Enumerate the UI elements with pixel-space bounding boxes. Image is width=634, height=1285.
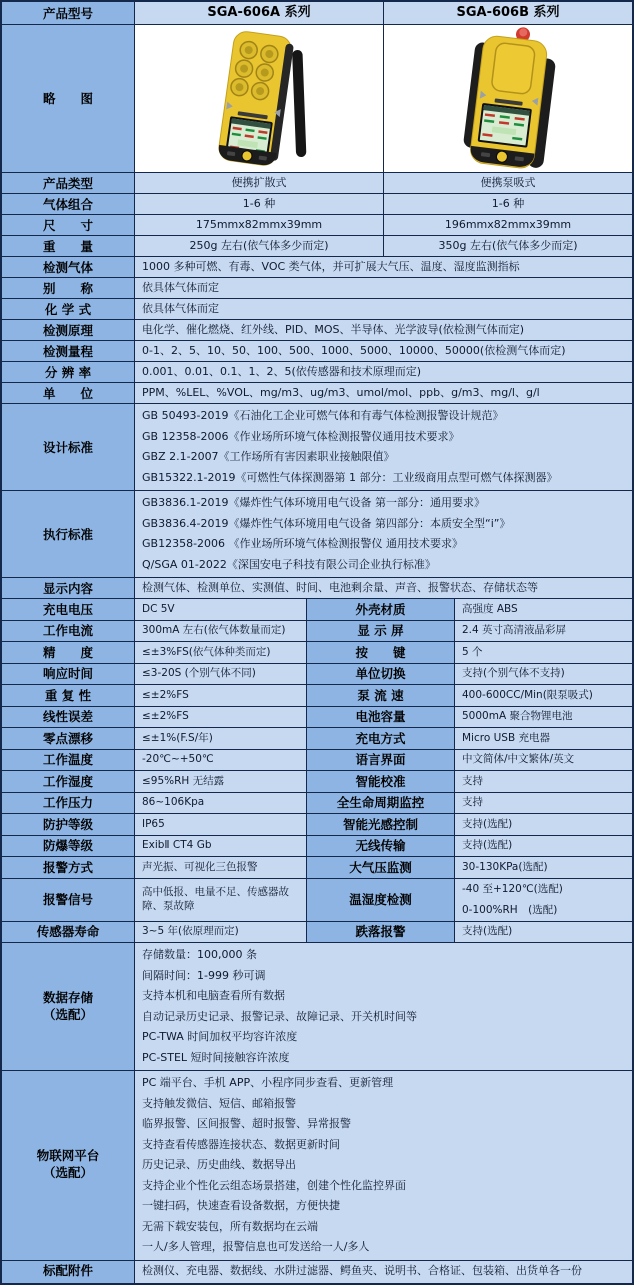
- dual-spec-row: [2, 685, 632, 707]
- spec-value-right: 30-130KPa(选配): [455, 857, 632, 878]
- row-label: 检测气体: [2, 257, 135, 277]
- spec-row: [2, 278, 632, 299]
- dual-spec-row: [2, 621, 632, 643]
- dual-spec-row: [2, 771, 632, 793]
- row-label-right: 全生命周期监控: [307, 793, 455, 814]
- dual-spec-row: [2, 857, 632, 879]
- spec-value-line: 支持触发微信、短信、邮箱报警: [142, 1096, 296, 1110]
- spec-value-left: DC 5V: [135, 599, 307, 620]
- spec-value-right: 5 个: [455, 642, 632, 663]
- row-label-line: 物联网平台: [36, 1148, 100, 1164]
- row-label-line: （选配）: [42, 1165, 93, 1181]
- dual-spec-row: [2, 664, 632, 686]
- row-label-left: 工作温度: [2, 750, 135, 771]
- spec-value-left: -20℃~+50℃: [135, 750, 307, 771]
- spec-value-line: 存储数量：100,000 条: [142, 948, 257, 961]
- row-label: [2, 943, 135, 1070]
- model-a-value: 250g 左右(依气体多少而定): [135, 236, 384, 256]
- row-label: 单 位: [2, 383, 135, 403]
- spec-value: 依具体气体而定: [135, 299, 632, 319]
- row-label-right: 单位切换: [307, 664, 455, 685]
- row-label-left: 防爆等级: [2, 836, 135, 857]
- device-image-sga606b: [384, 25, 632, 172]
- spec-value: [135, 1071, 632, 1260]
- spec-value-line: 无需下载安装包，所有数据均在云端: [142, 1219, 318, 1233]
- spec-value-line: 临界报警、区间报警、超时报警、异常报警: [142, 1117, 351, 1130]
- spec-row: [2, 383, 632, 404]
- spec-value-right: 400-600CC/Min(限泵吸式): [455, 685, 632, 706]
- row-label-left: 工作压力: [2, 793, 135, 814]
- spec-value-right: 支持(个别气体不支持): [455, 664, 632, 685]
- dual-spec-row: [2, 599, 632, 621]
- row-label-right: 语言界面: [307, 750, 455, 771]
- dual-spec-row: [2, 836, 632, 858]
- spec-value-line: GB 12358-2006《作业场所环境气体检测报警仪通用技术要求》: [142, 429, 460, 443]
- spec-value-right-line: -40 至+120℃(选配): [462, 883, 563, 895]
- dual-spec-row: [2, 728, 632, 750]
- row-label: 气体组合: [2, 194, 135, 214]
- row-label-left: 重 复 性: [2, 685, 135, 706]
- spec-value-line: 检测仪、充电器、数据线、水阱过滤器、鳄鱼夹、说明书、合格证、包装箱、出货单各一份: [142, 1264, 582, 1278]
- spec-value: 1000 多种可燃、有毒、VOC 类气体，并可扩展大气压、温度、湿度监测指标: [135, 257, 632, 277]
- spec-value-right: 支持(选配): [455, 836, 632, 857]
- spec-value-line: GB 50493-2019《石油化工企业可燃气体和有毒气体检测报警设计规范》: [142, 409, 504, 422]
- spec-value-left: ≤±1%(F.S/年): [135, 728, 307, 749]
- spec-value-line: 一人/多人管理，报警信息也可发送给一人/多人: [142, 1240, 370, 1253]
- row-label-right: 显 示 屏: [307, 621, 455, 642]
- spec-value-line: 支持本机和电脑查看所有数据: [142, 989, 285, 1002]
- row-label-left: 传感器寿命: [2, 922, 135, 943]
- spec-value-right: 支持: [455, 771, 632, 792]
- spec-value: 电化学、催化燃烧、红外线、PID、MOS、半导体、光学波导(依检测气体而定): [135, 320, 632, 340]
- row-label: [2, 1071, 135, 1260]
- spec-value-left: 3~5 年(依原理而定): [135, 922, 307, 943]
- sketch-label: 略 图: [2, 25, 135, 172]
- spec-value-right: 中文简体/中文繁体/英文: [455, 750, 632, 771]
- row-label-right: 电池容量: [307, 707, 455, 728]
- row-label-right: 按 键: [307, 642, 455, 663]
- spec-value-line: GB15322.1-2019《可燃性气体探测器第 1 部分：工业级商用点型可燃气体探测器》: [142, 470, 558, 484]
- row-label: 尺 寸: [2, 215, 135, 235]
- spec-value-left: 声光振、可视化三色报警: [135, 857, 307, 878]
- spec-value-right: 支持: [455, 793, 632, 814]
- spec-value-line: 间隔时间：1-999 秒可调: [142, 968, 266, 982]
- compare-row: [2, 236, 632, 257]
- row-label-right: 外壳材质: [307, 599, 455, 620]
- row-label-left: 工作电流: [2, 621, 135, 642]
- row-label-line: （选配）: [42, 1006, 93, 1022]
- spec-value-right-line: 0-100%RH (选配): [462, 903, 558, 916]
- row-label-right: 无线传输: [307, 836, 455, 857]
- spec-row: [2, 362, 632, 383]
- block-spec-row: [2, 943, 632, 1071]
- gas-detector-pump-illustration: [384, 26, 632, 172]
- spec-value-line: GB12358-2006 《作业场所环境气体检测报警仪 通用技术要求》: [142, 537, 464, 550]
- spec-value-left: ExibⅡ CT4 Gb: [135, 836, 307, 857]
- spec-value-right: Micro USB 充电器: [455, 728, 632, 749]
- spec-row: [2, 257, 632, 278]
- spec-value-left: ≤±2%FS: [135, 685, 307, 706]
- row-label: 设计标准: [2, 404, 135, 490]
- spec-value-right: [455, 879, 632, 921]
- gas-detector-diffusion-illustration: [136, 26, 383, 172]
- row-label-left: 防护等级: [2, 814, 135, 835]
- sketch-row: [2, 25, 632, 173]
- model-a-value: 175mmx82mmx39mm: [135, 215, 384, 235]
- row-label-left: 精 度: [2, 642, 135, 663]
- spec-value-line: 一键扫码，快速查看设备数据，方便快捷: [142, 1199, 340, 1212]
- spec-value-line: GB3836.4-2019《爆炸性气体环境用电气设备 第四部分：本质安全型“i”》: [142, 516, 511, 530]
- spec-value-left: 300mA 左右(依气体数量而定): [135, 621, 307, 642]
- row-label-left: 充电电压: [2, 599, 135, 620]
- spec-value-left: ≤3-20S (个别气体不同): [135, 664, 307, 685]
- row-label-right: 充电方式: [307, 728, 455, 749]
- spec-value: 检测气体、检测单位、实测值、时间、电池剩余量、声音、报警状态、存储状态等: [135, 578, 632, 598]
- spec-value-left: ≤95%RH 无结露: [135, 771, 307, 792]
- row-label-right: 智能校准: [307, 771, 455, 792]
- spec-value-right: 高强度 ABS: [455, 599, 632, 620]
- spec-value-left: 高中低报、电量不足、传感器故障、泵故障: [135, 879, 307, 921]
- spec-value: 0.001、0.01、0.1、1、2、5(依传感器和技术原理而定): [135, 362, 632, 382]
- row-label-right: 智能光感控制: [307, 814, 455, 835]
- spec-value: 0-1、2、5、10、50、100、500、1000、5000、10000、50000(依检测气体而定): [135, 341, 632, 361]
- row-label: 别 称: [2, 278, 135, 298]
- spec-value-line: Q/SGA 01-2022《深国安电子科技有限公司企业执行标准》: [142, 557, 436, 571]
- spec-value-line: GB3836.1-2019《爆炸性气体环境用电气设备 第一部分：通用要求》: [142, 496, 486, 509]
- spec-value-left: IP65: [135, 814, 307, 835]
- model-b-value: 196mmx82mmx39mm: [384, 215, 632, 235]
- compare-row: [2, 194, 632, 215]
- header-product-model-label: 产品型号: [2, 2, 135, 24]
- spec-rows-container: [2, 173, 632, 1283]
- row-label-line: 标配附件: [42, 1263, 93, 1279]
- spec-value-line: GBZ 2.1-2007《工作场所有害因素职业接触限值》: [142, 450, 395, 463]
- spec-row: [2, 404, 632, 491]
- row-label-right: 温湿度检测: [307, 879, 455, 921]
- spec-value-left: ≤±3%FS(依气体种类而定): [135, 642, 307, 663]
- spec-value-right: 支持(选配): [455, 922, 632, 943]
- spec-value-right: 5000mA 聚合物锂电池: [455, 707, 632, 728]
- header-model-b: SGA-606B 系列: [384, 2, 632, 24]
- spec-value: [135, 491, 632, 577]
- spec-row: [2, 578, 632, 599]
- spec-value-line: 支持查看传感器连接状态、数据更新时间: [142, 1137, 340, 1151]
- row-label-left: 工作湿度: [2, 771, 135, 792]
- spec-value-line: 历史记录、历史曲线、数据导出: [142, 1158, 296, 1171]
- dual-spec-row: [2, 922, 632, 944]
- spec-value: [135, 943, 632, 1070]
- row-label-left: 零点漂移: [2, 728, 135, 749]
- row-label-right: 跌落报警: [307, 922, 455, 943]
- row-label: 化 学 式: [2, 299, 135, 319]
- dual-spec-row: [2, 879, 632, 922]
- compare-row: [2, 173, 632, 194]
- spec-value-left: 86~106Kpa: [135, 793, 307, 814]
- row-label: 检测量程: [2, 341, 135, 361]
- model-a-value: 1-6 种: [135, 194, 384, 214]
- spec-value: 依具体气体而定: [135, 278, 632, 298]
- dual-spec-row: [2, 642, 632, 664]
- row-label-left: 线性误差: [2, 707, 135, 728]
- dual-spec-row: [2, 793, 632, 815]
- table-header-row: [2, 2, 632, 25]
- row-label-right: 大气压监测: [307, 857, 455, 878]
- spec-value-line: 支持企业个性化云组态场景搭建，创建个性化监控界面: [142, 1178, 406, 1192]
- row-label: 检测原理: [2, 320, 135, 340]
- row-label-left: 报警方式: [2, 857, 135, 878]
- spec-value: PPM、%LEL、%VOL、mg/m3、ug/m3、umol/mol、ppb、g/m3、mg/l、g/l: [135, 383, 632, 403]
- spec-row: [2, 491, 632, 578]
- row-label: 重 量: [2, 236, 135, 256]
- spec-row: [2, 341, 632, 362]
- row-label-left: 响应时间: [2, 664, 135, 685]
- spec-row: [2, 320, 632, 341]
- dual-spec-row: [2, 707, 632, 729]
- block-spec-row: [2, 1071, 632, 1261]
- row-label-right: 泵 流 速: [307, 685, 455, 706]
- dual-spec-row: [2, 750, 632, 772]
- row-label: 执行标准: [2, 491, 135, 577]
- spec-value-line: PC-TWA 时间加权平均容许浓度: [142, 1030, 298, 1043]
- model-a-value: 便携扩散式: [135, 173, 384, 193]
- row-label-left: 报警信号: [2, 879, 135, 921]
- header-model-a: SGA-606A 系列: [135, 2, 384, 24]
- spec-value-left: ≤±2%FS: [135, 707, 307, 728]
- row-label: 分 辨 率: [2, 362, 135, 382]
- spec-value: [135, 404, 632, 490]
- model-b-value: 1-6 种: [384, 194, 632, 214]
- dual-spec-row: [2, 814, 632, 836]
- row-label: 显示内容: [2, 578, 135, 598]
- spec-value-right: 支持(选配): [455, 814, 632, 835]
- model-b-value: 350g 左右(依气体多少而定): [384, 236, 632, 256]
- spec-value-line: PC-STEL 短时间接触容许浓度: [142, 1050, 290, 1064]
- row-label-line: 数据存储: [42, 989, 93, 1005]
- screen: [478, 102, 532, 147]
- row-label: 产品类型: [2, 173, 135, 193]
- compare-row: [2, 215, 632, 236]
- model-b-value: 便携泵吸式: [384, 173, 632, 193]
- device-image-sga606a: [135, 25, 384, 172]
- spec-value-line: 自动记录历史记录、报警记录、故障记录、开关机时间等: [142, 1009, 417, 1023]
- spec-value-line: PC 端平台、手机 APP、小程序同步查看、更新管理: [142, 1076, 394, 1089]
- spec-row: [2, 299, 632, 320]
- spec-value-right: 2.4 英寸高清液晶彩屏: [455, 621, 632, 642]
